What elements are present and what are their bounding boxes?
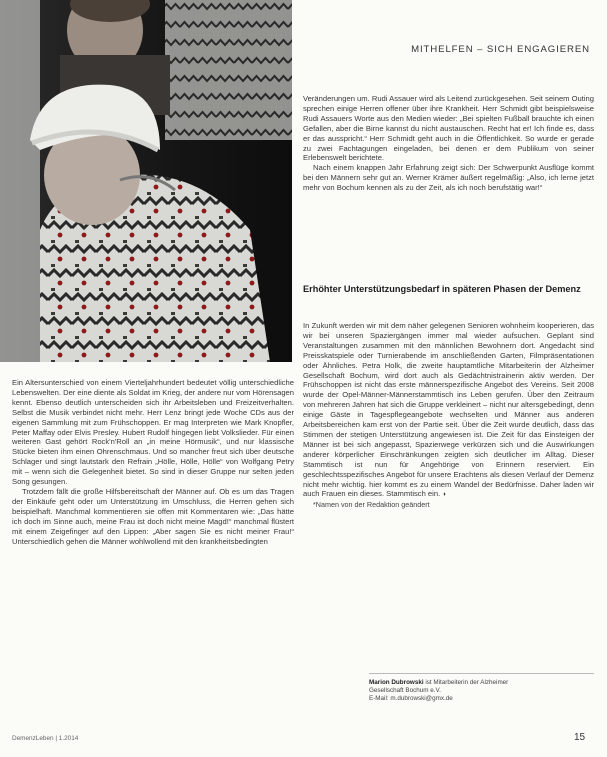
caption-divider [369,673,594,674]
paragraph: Trotzdem fällt die große Hilfsbereitschaft der Männer auf. Ob es um das Tragen der Einkäufe geht oder um Unterstützung im Umschluss, die Herren gehen sich beispielhaft. Manchmal kommentieren sie offen mit Kommentaren wie: „Das hätte ich doch im Sinne auch, meine Frau ist doch nicht meine Magd!“ manchmal flüstert mit einem Zeigefinger auf den Lippen: „Aber sagen Sie es nicht meiner Frau!“ Unterschiedlich gehen die Männer wohlwollend mit den krankheitsbedingten [12,486,294,546]
author-caption [369,679,594,703]
caption-line [369,679,594,687]
paragraph [303,321,594,500]
author-role: ist Mitarbeiterin der Alzheimer [425,679,509,686]
photo-elderly-men [0,0,292,362]
section-header: MITHELFEN – SICH ENGAGIEREN [411,44,590,55]
end-mark-icon: ◗ [442,491,447,499]
section-subheading: Erhöhter Unterstützungsbedarf in späteren Phasen der Demenz [303,284,581,294]
author-name: Marion Dubrowski [369,679,424,686]
paragraph: Ein Altersunterschied von einem Vierteljahrhundert bedeutet völlig unterschiedliche Lebenswelten. Der eine diente als Soldat im Krieg, der andere nur vom Hörensagen kennt. Ebenso deutlich unterscheiden sich ihr Arbeitsleben und Freizeitverhalten. Selbst die Musik verbindet nicht mehr. Herr Lenz bringt jede Woche CDs aus der eigenen Sammlung mit zum Frühschoppen. Er mag Interpreten wie Mark Knopfler, Peter Maffay oder Elvis Presley. Hubert Rudolf hingegen liebt Volkslieder. Für einen weiteren Gast gehört Rock'n'Roll an „in meine Hörmusik“, und nur klassische Stücke bieten ihm einen Ohrenschmaus. Und so mancher freut sich über deutsche Schlager und singt lautstark den Refrain „Hölle, Hölle, Hölle“ von Wolfgang Petry mit – wenn sich die Gelegenheit bietet. So sind in dieser Gruppe nur selten jeden Song gesungen. [12,378,294,487]
caption-organization: Gesellschaft Bochum e.V. [369,687,441,695]
caption-email: E-Mail: m.dubrowski@gmx.de [369,695,453,703]
footnote: *Namen von der Redaktion geändert [313,500,430,510]
article-column-right-top [303,94,594,193]
article-column-right-bottom [303,321,594,510]
publication-footer: DemenzLeben | 1.2014 [12,735,79,742]
page-number: 15 [574,732,586,743]
article-column-left [12,378,294,546]
paragraph: Nach einem knappen Jahr Erfahrung zeigt sich: Der Schwerpunkt Ausflüge kommt bei den Männern sehr gut an. Werner Krämer äußert regelmäßig: „Also, ich lerne jetzt mehr von Bochum kennen als zu der Zeit, als ich noch berufstätig war!“ [303,163,594,193]
paragraph-text: In Zukunft werden wir mit dem näher gelegenen Senioren wohnheim kooperieren, das wir bei unseren Spaziergängen immer mal wieder aufsuchen. Geplant sind Veranstaltungen zusammen mit den männlichen Bewohnern dort. Angedacht sind Preisskatspiele oder Turnierabende im anschließenden Garten, Filmpräsentationen oder Ähnliches. Petra Holk, die zweite hauptamtliche Mitarbeiterin der Alzheimer Gesellschaft Bochum, wird dort auch als Gedächtnistrainerin aktiv werden. Der Frühschoppen ist nicht das erste männerspezifische Angebot des Vereins. Seit 2008 wurde der Opel-Männer-Männerstammtisch ins Leben gerufen. Über den Zeitraum von mehreren Jahren hat sich die Gruppe verkleinert – nicht nur altersgebedingt, denn einige Gäste in Tagespflegeangebote wechselten und Männer aus anderen Arbeitsbereichen kam erst von der Partie seit. Über die Zeit wurde deutlich, dass das Stimmen der stetigen Unterstützung angewiesen ist. Die Zeit für das Einsteigen der Männer ist bei sich angepasst, Spazierwege verkürzen sich und die Auswirkungen anderer körperlicher Einschränkungen zeigten sich deutlicher im Alltag. Dieser Stammtisch ist nun für Angehörige von Erinnern reserviert. Ein geschlechtsspezifisches Angebot für unsere Erachtens als diesen Verlauf der Demenz nicht mehr wichtig. hier kommt es zu einem Wandel der Bedürfnisse. Daher laden wir auch Frauen ein dieses. Stammtisch ein. [303,321,594,499]
paragraph: Veränderungen um. Rudi Assauer wird als Leitend zurückgesehen. Seit seinem Outing sprechen einige Herren offener über ihre Krankheit. Herr Schmidt gibt beispielsweise Rudi Assauers Worte aus den Medien wieder: „Bei spielten Fußball brauchte ich einen Gefallen, aber die Birne kannst du nicht austauschen. Recht hat er! Ich finde es, dass er das ausspricht.“ Herr Schmidt geht auch in die Öffentlichkeit. So wurde er gerade zu zwei Fachtagungen eingeladen, bei denen er dem Publikum von seiner Erlebenswelt berichtete. [303,94,594,163]
